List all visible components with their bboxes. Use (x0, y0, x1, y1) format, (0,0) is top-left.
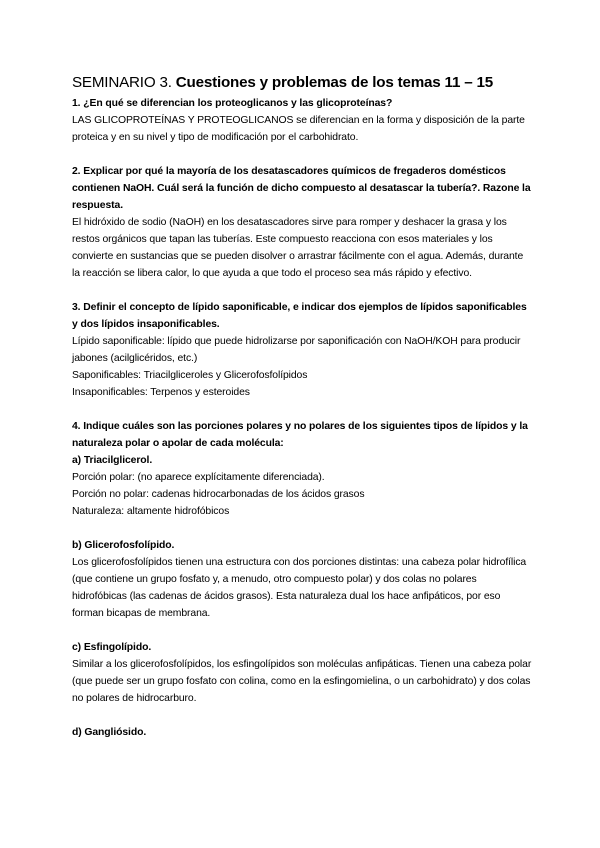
answer-4c: Similar a los glicerofosfolípidos, los esfingolípidos son moléculas anfipáticas. Tienen una cabeza polar (que puede ser un grupo fosfato con colina, como en la esfingomielina, o un carbohidrato) y dos colas no polares de hidrocarburo. (72, 659, 532, 704)
section-4b (72, 537, 532, 622)
question-4: 4. Indique cuáles son las porciones polares y no polares de los siguientes tipos de lípidos y la naturaleza polar o apolar de cada molécula: (72, 421, 528, 449)
answer-3-definition: Lípido saponificable: lípido que puede hidrolizarse por saponificación con NaOH/KOH para producir jabones (acilglicéridos, etc.) (72, 336, 521, 364)
question-3: 3. Definir el concepto de lípido saponificable, e indicar dos ejemplos de lípidos saponificables y dos lípidos insaponificables. (72, 302, 527, 330)
subheading-4b: b) Glicerofosfolípido. (72, 540, 175, 551)
title-prefix: SEMINARIO 3. (72, 74, 172, 91)
section-2 (72, 163, 532, 282)
subheading-4c: c) Esfingolípido. (72, 642, 152, 653)
document-title (72, 72, 532, 94)
answer-3-insaponificables: Insaponificables: Terpenos y esteroides (72, 387, 250, 398)
section-4a (72, 418, 532, 520)
answer-4b: Los glicerofosfolípidos tienen una estructura con dos porciones distintas: una cabeza polar hidrofílica (que contiene un grupo fosfato y, a menudo, otro compuesto polar) y dos colas no polares hidrofóbicas (las cadenas de ácidos grasos). Esta naturaleza dual los hace anfipáticos, por eso forman bicapas de membrana. (72, 557, 527, 619)
subheading-4d: d) Gangliósido. (72, 727, 147, 738)
section-4d (72, 724, 532, 741)
answer-4a-nature: Naturaleza: altamente hidrofóbicos (72, 506, 230, 517)
question-1: 1. ¿En qué se diferencian los proteoglicanos y las glicoproteínas? (72, 98, 393, 109)
title-rest: Cuestiones y problemas de los temas 11 – 15 (175, 74, 493, 91)
answer-1: LAS GLICOPROTEÍNAS Y PROTEOGLICANOS se diferencian en la forma y disposición de la parte proteica y en su nivel y tipo de modificación por el carbohidrato. (72, 115, 525, 143)
section-3 (72, 299, 532, 401)
answer-4a-nonpolar: Porción no polar: cadenas hidrocarbonadas de los ácidos grasos (72, 489, 365, 500)
section-1 (72, 95, 532, 146)
section-4c (72, 639, 532, 707)
answer-3-saponificables: Saponificables: Triacilgliceroles y Glicerofosfolípidos (72, 370, 308, 381)
subheading-4a: a) Triacilglicerol. (72, 455, 153, 466)
document-page (72, 72, 532, 758)
question-2: 2. Explicar por qué la mayoría de los desatascadores químicos de fregaderos domésticos contienen NaOH. Cuál será la función de dicho compuesto al desatascar la tubería?. Razone la respuesta. (72, 166, 531, 211)
answer-2: El hidróxido de sodio (NaOH) en los desatascadores sirve para romper y deshacer la grasa y los restos orgánicos que tapan las tuberías. Este compuesto reacciona con esos materiales y los convierte en sustancias que se pueden disolver o arrastrar fácilmente con el agua. Además, durante la reacción se libera calor, lo que ayuda a que todo el proceso sea más rápido y efectivo. (72, 217, 524, 279)
answer-4a-polar: Porción polar: (no aparece explícitamente diferenciada). (72, 472, 325, 483)
